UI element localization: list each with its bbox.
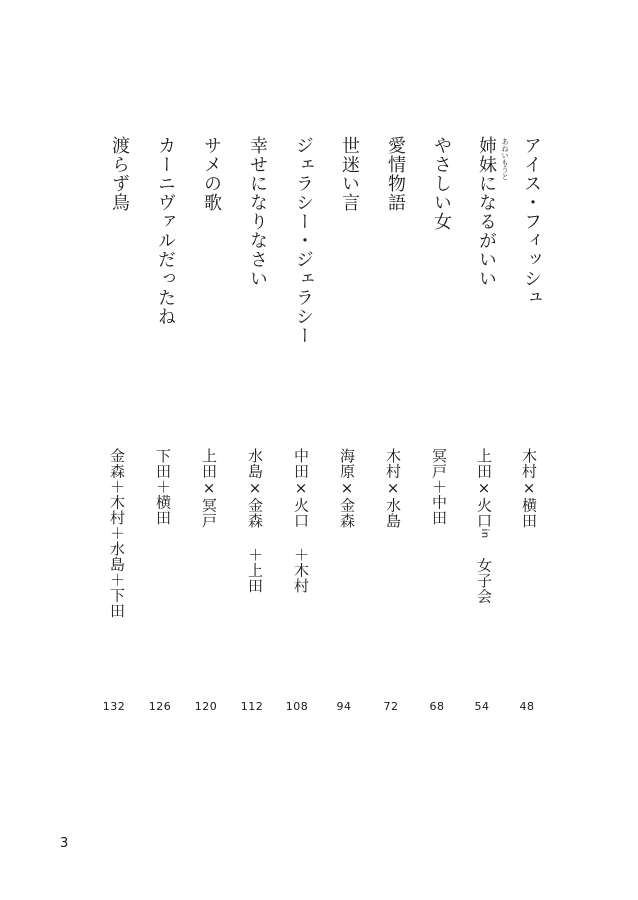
toc-couple — [474, 448, 495, 604]
toc-ruby: あねいもうと — [501, 138, 509, 180]
toc-title: 世迷い言 — [339, 136, 360, 212]
toc-title: サメの歌 — [201, 136, 222, 212]
toc-page-number: 94 — [336, 700, 352, 713]
toc-title: 姉妹になるがいい — [476, 136, 497, 288]
toc-title: アイス・フィッシュ — [521, 136, 542, 307]
toc-page-number: 132 — [102, 700, 126, 713]
toc-couple: 木村×水島 — [384, 448, 402, 529]
toc-title: カーニヴァルだったね — [155, 136, 176, 326]
toc-couple-in: in — [479, 528, 490, 539]
toc-couple: 上田×冥戸 — [200, 448, 218, 529]
toc-title: 渡らず鳥 — [109, 136, 130, 212]
toc-title: ジェラシー・ジェラシー — [293, 136, 314, 345]
toc-page-number: 108 — [285, 700, 309, 713]
toc-couple: 海原×金森 — [338, 448, 356, 529]
toc-couple: 水島×金森 ＋上田 — [246, 448, 264, 594]
toc-page-number: 54 — [474, 700, 490, 713]
toc-page-number: 120 — [194, 700, 218, 713]
toc-couple: 中田×火口 ＋木村 — [292, 448, 310, 594]
toc-page-number: 68 — [429, 700, 445, 713]
folio-page-number: 3 — [60, 836, 69, 851]
toc-couple-suffix: 女子会 — [475, 557, 493, 604]
toc-couple-main: 上田×火口 — [475, 448, 493, 529]
toc-title: 幸せになりなさい — [247, 136, 268, 288]
toc-couple: 木村×横田 — [520, 448, 538, 529]
toc-couple: 冥戸＋中田 — [430, 448, 448, 526]
toc-couple: 金森＋木村＋水島＋下田 — [108, 448, 126, 619]
toc-title: やさしい女 — [431, 136, 452, 231]
toc-page-number: 72 — [383, 700, 399, 713]
toc-couple: 下田＋横田 — [154, 448, 172, 526]
toc-title: 愛情物語 — [385, 136, 406, 212]
toc-page-number: 126 — [148, 700, 172, 713]
toc-page-number: 112 — [240, 700, 264, 713]
toc-page-number: 48 — [519, 700, 535, 713]
